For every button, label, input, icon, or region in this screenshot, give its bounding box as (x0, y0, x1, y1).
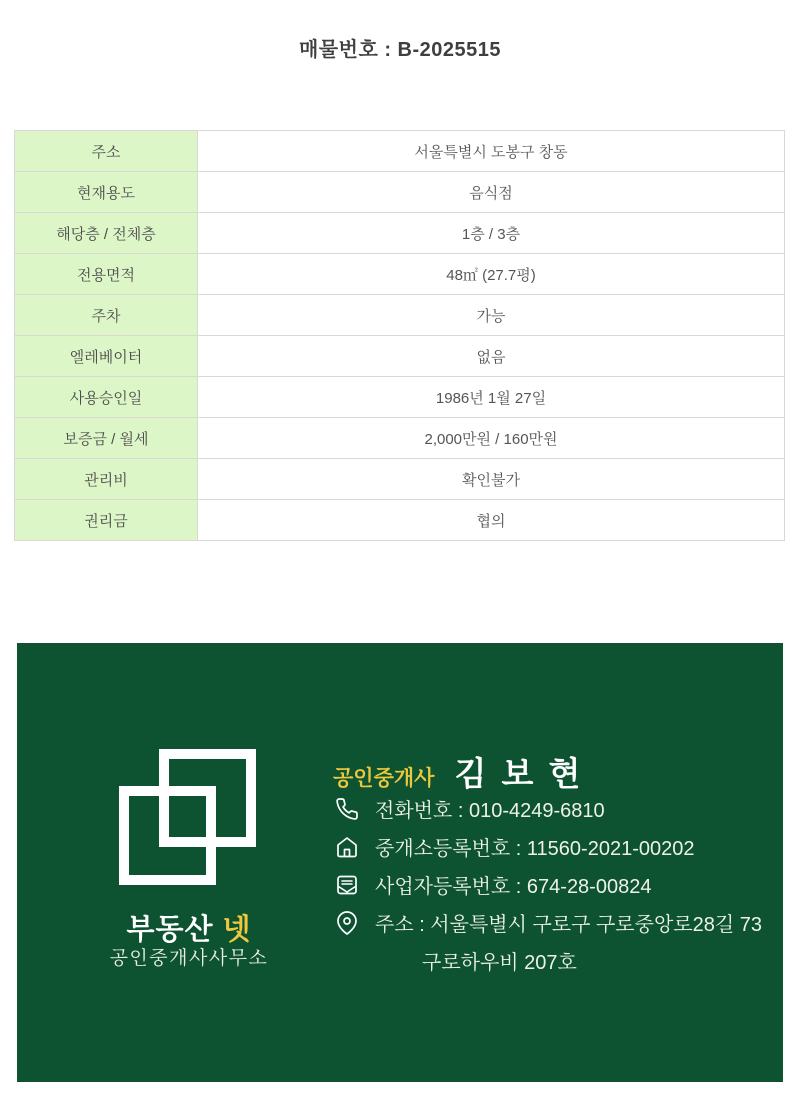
row-value: 48㎡ (27.7평) (198, 254, 785, 295)
row-label: 엘레베이터 (15, 336, 198, 377)
table-row (15, 254, 785, 295)
row-value: 협의 (198, 500, 785, 541)
table-row (15, 459, 785, 500)
brand-name (79, 907, 299, 948)
table-row (15, 377, 785, 418)
table-row (15, 213, 785, 254)
property-info-table (14, 130, 785, 541)
row-value: 없음 (198, 336, 785, 377)
brand-subtitle: 공인중개사사무소 (109, 948, 269, 969)
phone-icon (335, 797, 359, 821)
brand-name-main: 부동산 (126, 914, 223, 946)
row-value: 가능 (198, 295, 785, 336)
address-row-continuation (335, 948, 762, 973)
mail-document-icon (335, 873, 359, 897)
agent-name: 김 보 현 (454, 755, 584, 792)
row-label: 보증금 / 월세 (15, 418, 198, 459)
table-row (15, 418, 785, 459)
table-row (15, 295, 785, 336)
row-label: 관리비 (15, 459, 198, 500)
office-registration-text: 중개소등록번호 : 11560-2021-00202 (375, 838, 695, 860)
row-value: 음식점 (198, 172, 785, 213)
row-value: 1층 / 3층 (198, 213, 785, 254)
phone-row (335, 796, 762, 821)
page-title: 매물번호 : B-2025515 (298, 39, 502, 61)
agent-line (333, 748, 583, 795)
table-row (15, 172, 785, 213)
table-row (15, 131, 785, 172)
address-line2-text: 구로하우비 207호 (422, 952, 577, 974)
phone-text: 전화번호 : 010-4249-6810 (375, 800, 605, 822)
map-pin-icon (335, 911, 359, 935)
brand-name-accent: 넷 (222, 914, 252, 946)
row-label: 사용승인일 (15, 377, 198, 418)
overlapping-squares-logo-icon (119, 749, 256, 885)
agency-business-card (17, 643, 783, 1082)
business-registration-row (335, 872, 762, 897)
address-line1-text: 주소 : 서울특별시 구로구 구로중앙로28길 73 (375, 914, 762, 936)
house-icon (335, 835, 359, 859)
row-label: 현재용도 (15, 172, 198, 213)
row-label: 해당층 / 전체층 (15, 213, 198, 254)
table-row (15, 336, 785, 377)
row-label: 권리금 (15, 500, 198, 541)
agent-role-label: 공인중개사 (333, 767, 435, 790)
row-value: 확인불가 (198, 459, 785, 500)
table-row (15, 500, 785, 541)
office-registration-row (335, 834, 762, 859)
row-value: 1986년 1월 27일 (198, 377, 785, 418)
address-row (335, 910, 762, 935)
contact-info-list (335, 796, 762, 973)
row-label: 전용면적 (15, 254, 198, 295)
row-value: 서울특별시 도봉구 창동 (198, 131, 785, 172)
row-label: 주소 (15, 131, 198, 172)
row-value: 2,000만원 / 160만원 (198, 418, 785, 459)
business-registration-text: 사업자등록번호 : 674-28-00824 (375, 876, 652, 898)
row-label: 주차 (15, 295, 198, 336)
